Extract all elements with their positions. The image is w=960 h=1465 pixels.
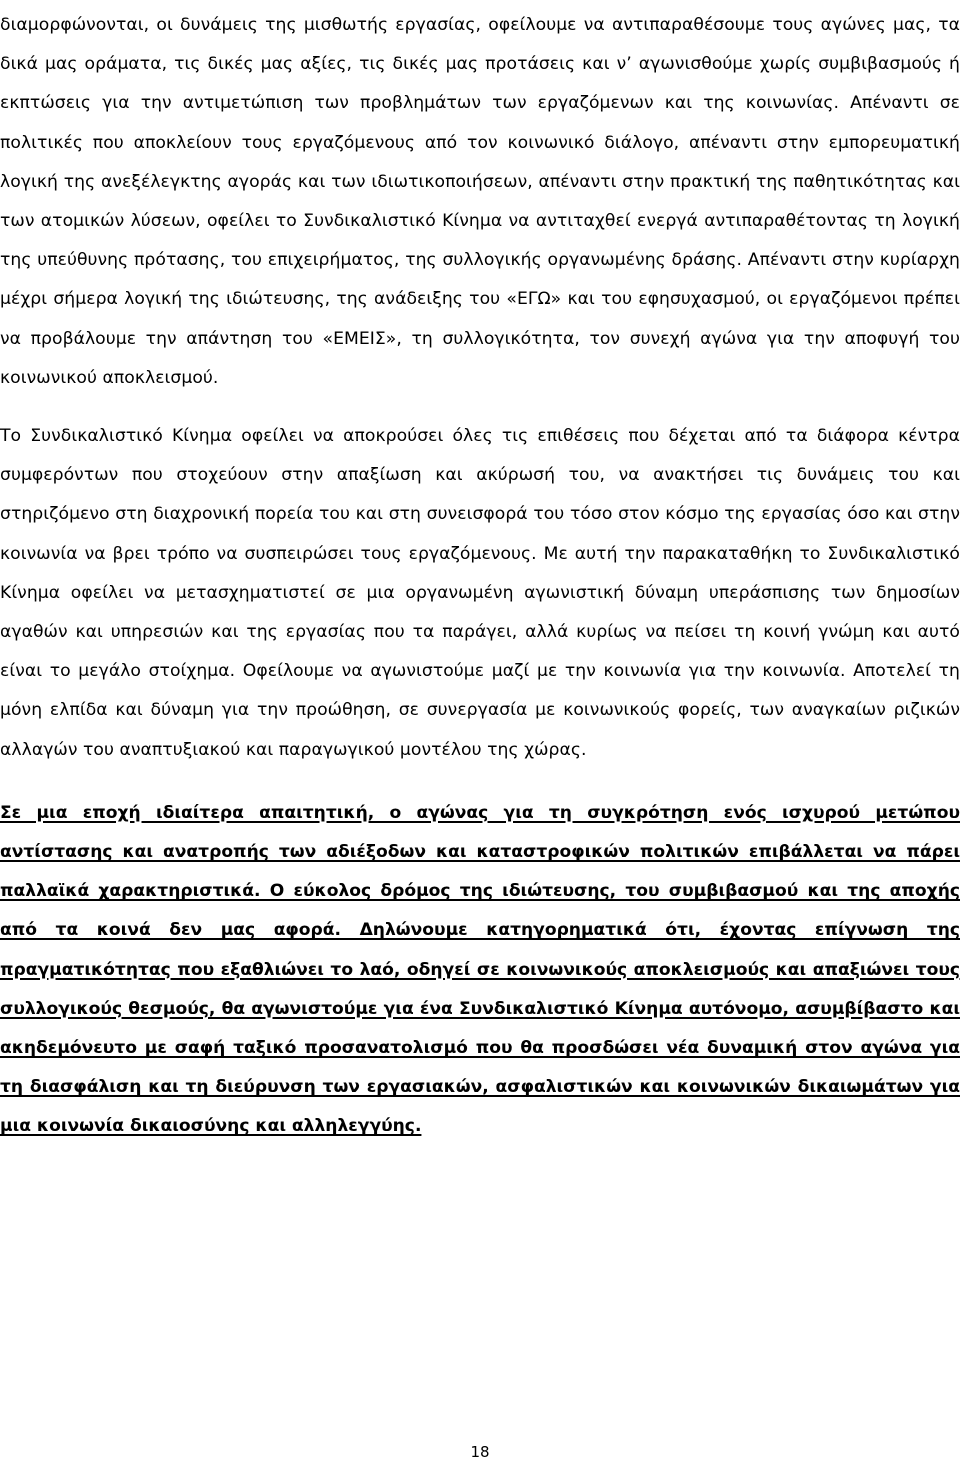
page-number: 18 [470, 1443, 490, 1461]
body-paragraph-2: Το Συνδικαλιστικό Κίνημα οφείλει να αποκρούσει όλες τις επιθέσεις που δέχεται από τα διάφορα κέντρα συμφερόντων που στοχεύουν στην απαξίωση και ακύρωσή του, να ανακτήσει τις δυνάμεις του και στηριζόμενο στη διαχρονική πορεία του και στη συνεισφορά του τόσο στον κόσμο της εργασίας όσο και στην κοινωνία να βρει τρόπο να συσπειρώσει τους εργαζόμενους. Με αυτή την παρακαταθήκη το Συνδικαλιστικό Κίνημα οφείλει να μετασχηματιστεί σε μια οργανωμένη αγωνιστική δύναμη υπεράσπισης των δημοσίων αγαθών και υπηρεσιών και της εργασίας που τα παράγει, αλλά κυρίως να πείσει τη κοινή γνώμη και αυτό είναι το μεγάλο στοίχημα. Οφείλουμε να αγωνιστούμε μαζί με την κοινωνία για την κοινωνία. Αποτελεί τη μόνη ελπίδα και δύναμη για την προώθηση, σε συνεργασία με κοινωνικούς φορείς, των αναγκαίων ριζικών αλλαγών του αναπτυξιακού και παραγωγικού μοντέλου της χώρας. [0, 426, 960, 760]
emphasized-paragraph: Σε μια εποχή ιδιαίτερα απαιτητική, ο αγώνας για τη συγκρότηση ενός ισχυρού μετώπου αντίστασης και ανατροπής των αδιέξοδων και καταστροφικών πολιτικών επιβάλλεται να πάρει παλλαϊκά χαρακτηριστικά. Ο εύκολος δρόμος της ιδιώτευσης, του συμβιβασμού και της αποχής από τα κοινά δεν μας αφορά. Δηλώνουμε κατηγορηματικά ότι, έχοντας επίγνωση της πραγματικότητας που εξαθλιώνει το λαό, οδηγεί σε κοινωνικούς αποκλεισμούς και απαξιώνει τους συλλογικούς θεσμούς, θα αγωνιστούμε για ένα Συνδικαλιστικό Κίνημα αυτόνομο, ασυμβίβαστο και ακηδεμόνευτο με σαφή ταξικό προσανατολισμό που θα προσδώσει νέα δυναμική στον αγώνα για τη διασφάλιση και τη διεύρυνση των εργασιακών, ασφαλιστικών και κοινωνικών δικαιωμάτων για μια κοινωνία δικαιοσύνης και αλληλεγγύης. [0, 802, 960, 1137]
body-paragraph-1: διαμορφώνονται, οι δυνάμεις της μισθωτής εργασίας, οφείλουμε να αντιπαραθέσουμε τους αγώνες μας, τα δικά μας οράματα, τις δικές μας αξίες, τις δικές μας προτάσεις και ν’ αγωνισθούμε χωρίς συμβιβασμούς ή εκπτώσεις για την αντιμετώπιση των προβλημάτων των εργαζόμενων και της κοινωνίας. Απέναντι σε πολιτικές που αποκλείουν τους εργαζόμενους από τον κοινωνικό διάλογο, απέναντι στην εμπορευματική λογική της ανεξέλεγκτης αγοράς και των ιδιωτικοποιήσεων, απέναντι στην πρακτική της παθητικότητας και των ατομικών λύσεων, οφείλει το Συνδικαλιστικό Κίνημα να αντιταχθεί ενεργά αντιπαραθέτοντας τη λογική της υπεύθυνης πρότασης, του επιχειρήματος, της συλλογικής οργανωμένης δράσης. Απέναντι στην κυρίαρχη μέχρι σήμερα λογική της ιδιώτευσης, της ανάδειξης του «ΕΓΩ» και του εφησυχασμού, οι εργαζόμενοι πρέπει να προβάλουμε την απάντηση του «ΕΜΕΙΣ», τη συλλογικότητα, τον συνεχή αγώνα για την αποφυγή του κοινωνικού αποκλεισμού. [0, 15, 960, 388]
